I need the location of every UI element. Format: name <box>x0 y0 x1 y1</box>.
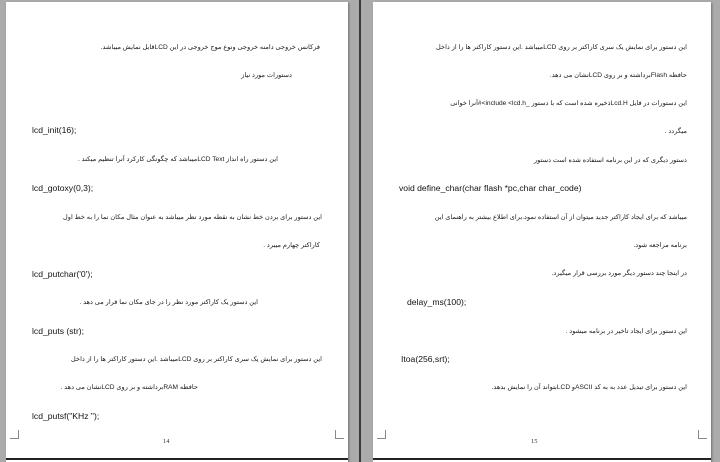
page-bottom-edge <box>6 458 348 460</box>
code-line: lcd_putsf("KHz "); <box>32 411 100 421</box>
page-bottom-edge <box>373 458 711 460</box>
page-separator <box>359 0 361 462</box>
code-line: lcd_gotoxy(0,3); <box>32 183 94 193</box>
text-line: دستورات مورد نیاز <box>241 72 292 79</box>
code-line: delay_ms(100); <box>407 297 467 307</box>
document-page-left <box>6 2 348 462</box>
text-line: این دستور راه انداز LCD Textمیباشد که چگونگی کارکرد آنرا تنظیم میکند . <box>77 156 278 163</box>
text-line: دستور دیگری که در این برنامه استفاده شده است دستور <box>533 157 687 164</box>
document-page-right <box>373 2 711 462</box>
text-line: فرکانس خروجی دامنه خروجی ونوع موج خروجی در این LCDقابل نمایش میباشد. <box>100 44 320 51</box>
crop-mark <box>698 430 707 439</box>
crop-mark <box>10 430 19 439</box>
text-line: حافظه Flashبرداشته و بر روی LCDنشان می دهد. <box>549 72 687 79</box>
text-line: در اینجا چند دستور دیگر مورد بررسی قرار میگیرد. <box>551 270 687 277</box>
code-line: lcd_init(16); <box>32 125 77 135</box>
text-line: این دستور برای بردن خط نشان به نقطه مورد نظر میباشد به عنوان مثال مکان نما را به خط اول <box>63 214 322 221</box>
text-line: این دستورات در فایل Lcd.Hذخیره شده است که با دستور _include <lcd.h>#آنرا خوانی <box>450 100 687 107</box>
text-line: این دستور یک کاراکتر مورد نظر را در جای مکان نما قرار می دهد . <box>79 299 258 306</box>
page-number: 14 <box>163 438 170 445</box>
text-line: این دستور برای تبدیل عدد به به کد ASCIIو LCDبتواند آن را نمایش بدهد. <box>491 384 687 391</box>
code-line: lcd_puts (str); <box>32 326 85 336</box>
text-line: برنامه مراجعه شود. <box>633 242 687 249</box>
text-line: این دستور برای ایجاد تاخیر در برنامه میشود . <box>565 328 687 335</box>
page-number: 15 <box>531 438 538 445</box>
text-line: حافظه RAMبرداشته و بر روی LCDنشان می دهد . <box>60 384 198 391</box>
text-line: میگردد . <box>664 128 687 135</box>
code-line: void define_char(char flash *pc,char char_code) <box>399 183 582 193</box>
text-line: این دستور برای نمایش یک سری کاراکتر بر روی LCDمیباشد .این دستور کاراکتر ها را از داخل <box>436 44 687 51</box>
text-line: میباشد که برای ایجاد کاراکتر جدید میتوان از آن استفاده نمود.برای اطلاع بیشتر به راهنمای این <box>434 214 687 221</box>
crop-mark <box>377 430 386 439</box>
text-line: کاراکتر چهارم میبرد . <box>263 242 320 249</box>
code-line: Itoa(256,srt); <box>401 354 450 364</box>
code-line: lcd_putchar('0'); <box>32 269 93 279</box>
text-line: این دستور برای نمایش یک سری کاراکتر بر روی LCDمیباشد .این دستور کاراکتر ها را از داخل <box>71 356 322 363</box>
crop-mark <box>335 430 344 439</box>
